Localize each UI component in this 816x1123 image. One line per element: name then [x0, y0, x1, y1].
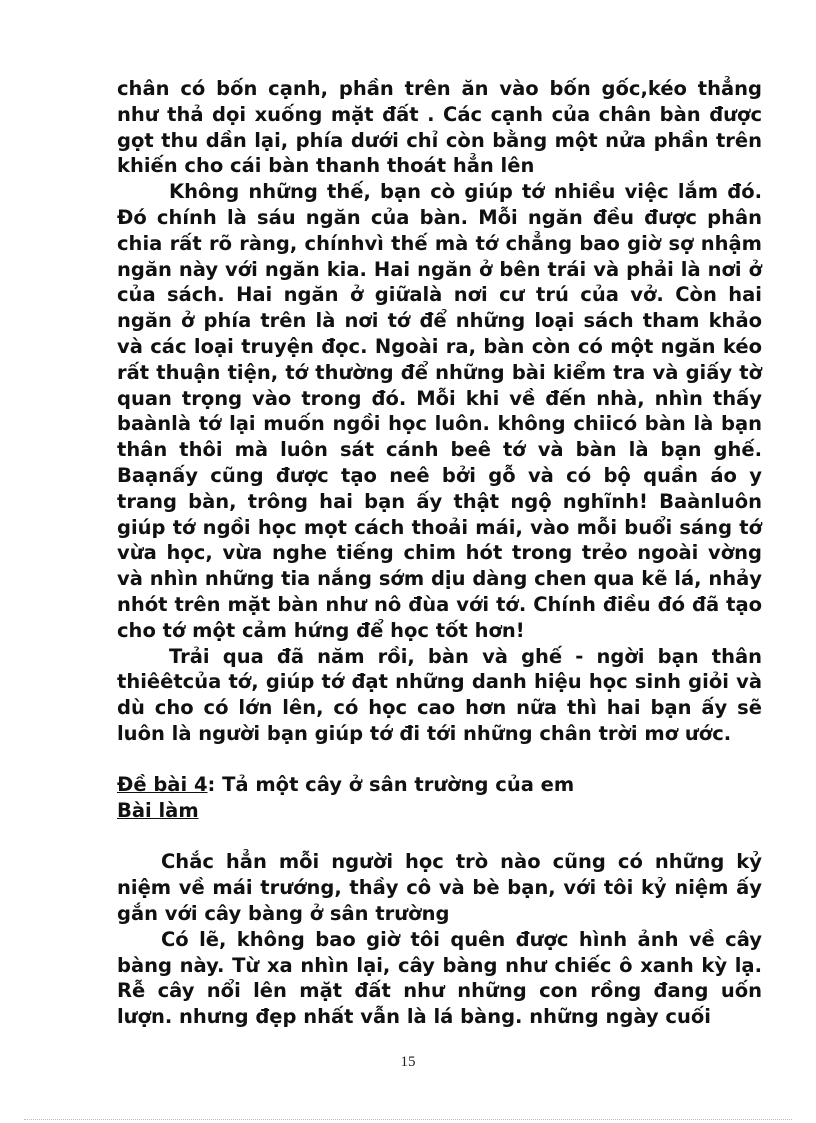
answer-subheading: Bài làm: [117, 798, 199, 822]
paragraph-drawers: Không những thế, bạn cò giúp tớ nhiều việc lắm đó. Đó chính là sáu ngăn của bàn. Mỗi ngăn đều được phân chia rất rõ ràng, chínhvì thế mà tớ chẳng bao giờ sợ nhậm ngăn này với ngăn kia. Hai ngăn ở bên trái và phải là nơi ở của sách. Hai ngăn ở giữalà nơi cư trú của vở. Còn hai ngăn ở phía trên là nơi tớ để những loại sách tham khảo và các loại truyện đọc. Ngoài ra, bàn còn có một ngăn kéo rất thuận tiện, tớ thường để những bài kiểm tra và giấy tờ quan trọng vào trong đó. Mỗi khi về đến nhà, nhìn thấy baànlà tớ lại muốn ngồi học luôn. không chiicó bàn là bạn thân thôi mà luôn sát cánh beê tớ và bàn là bạn ghế. Baạnấy cũng được tạo neê bởi gỗ và có bộ quần áo y trang bàn, trông hai bạn ấy thật ngộ nghĩnh! Baànluôn giúp tớ ngồi học mọt cách thoải mái, vào mỗi buổi sáng tớ vừa học, vừa nghe tiếng chim hót trong trẻo ngoài vờng và nhìn những tia nắng sớm dịu dàng chen qua kẽ lá, nhảy nhót trên mặt bàn như nô đùa với tớ. Chính điều đó đã tạo cho tớ một cảm hứng để học tốt hơn!: [117, 180, 762, 642]
paragraph-table-legs: chân có bốn cạnh, phần trên ăn vào bốn gốc,kéo thẳng như thả dọi xuống mặt đất . Các cạnh của chân bàn được gọt thu dần lại, phía dưới chỉ còn bằng một nửa phần trên khiến cho cái bàn thanh thoát hẳn lên: [117, 77, 762, 178]
paragraph-tree: Có lẽ, không bao giờ tôi quên được hình ảnh về cây bàng này. Từ xa nhìn lại, cây bàng như chiếc ô xanh kỳ lạ. Rễ cây nổi lên mặt đất như những con rồng đang uốn lượn. nhưng đẹp nhất vẫn là lá bàng. những ngày cuối: [117, 927, 762, 1029]
paragraph-memories: Chắc hẳn mỗi người học trò nào cũng có những kỷ niệm về mái trướng, thầy cô và bè bạn, với tôi kỷ niệm ấy gắn với cây bàng ở sân trường: [117, 850, 762, 925]
paragraph-closing: Trải qua đã năm rồi, bàn và ghế - ngời bạn thân thiêêtcủa tớ, giúp tớ đạt những danh hiệu học sinh giỏi và dù cho có lớn lên, có học cao hơn nữa thì hai bạn ấy sẽ luôn là người bạn giúp tớ đi tới những chân trời mơ ước.: [117, 644, 762, 745]
document-body: [117, 76, 762, 1030]
page-bottom-divider: [24, 1119, 792, 1120]
assignment-topic: : Tả một cây ở sân trường của em: [207, 772, 575, 796]
assignment-label: Đề bài 4: [117, 772, 208, 796]
page-number: 15: [400, 1054, 416, 1070]
assignment-heading: [117, 772, 762, 798]
